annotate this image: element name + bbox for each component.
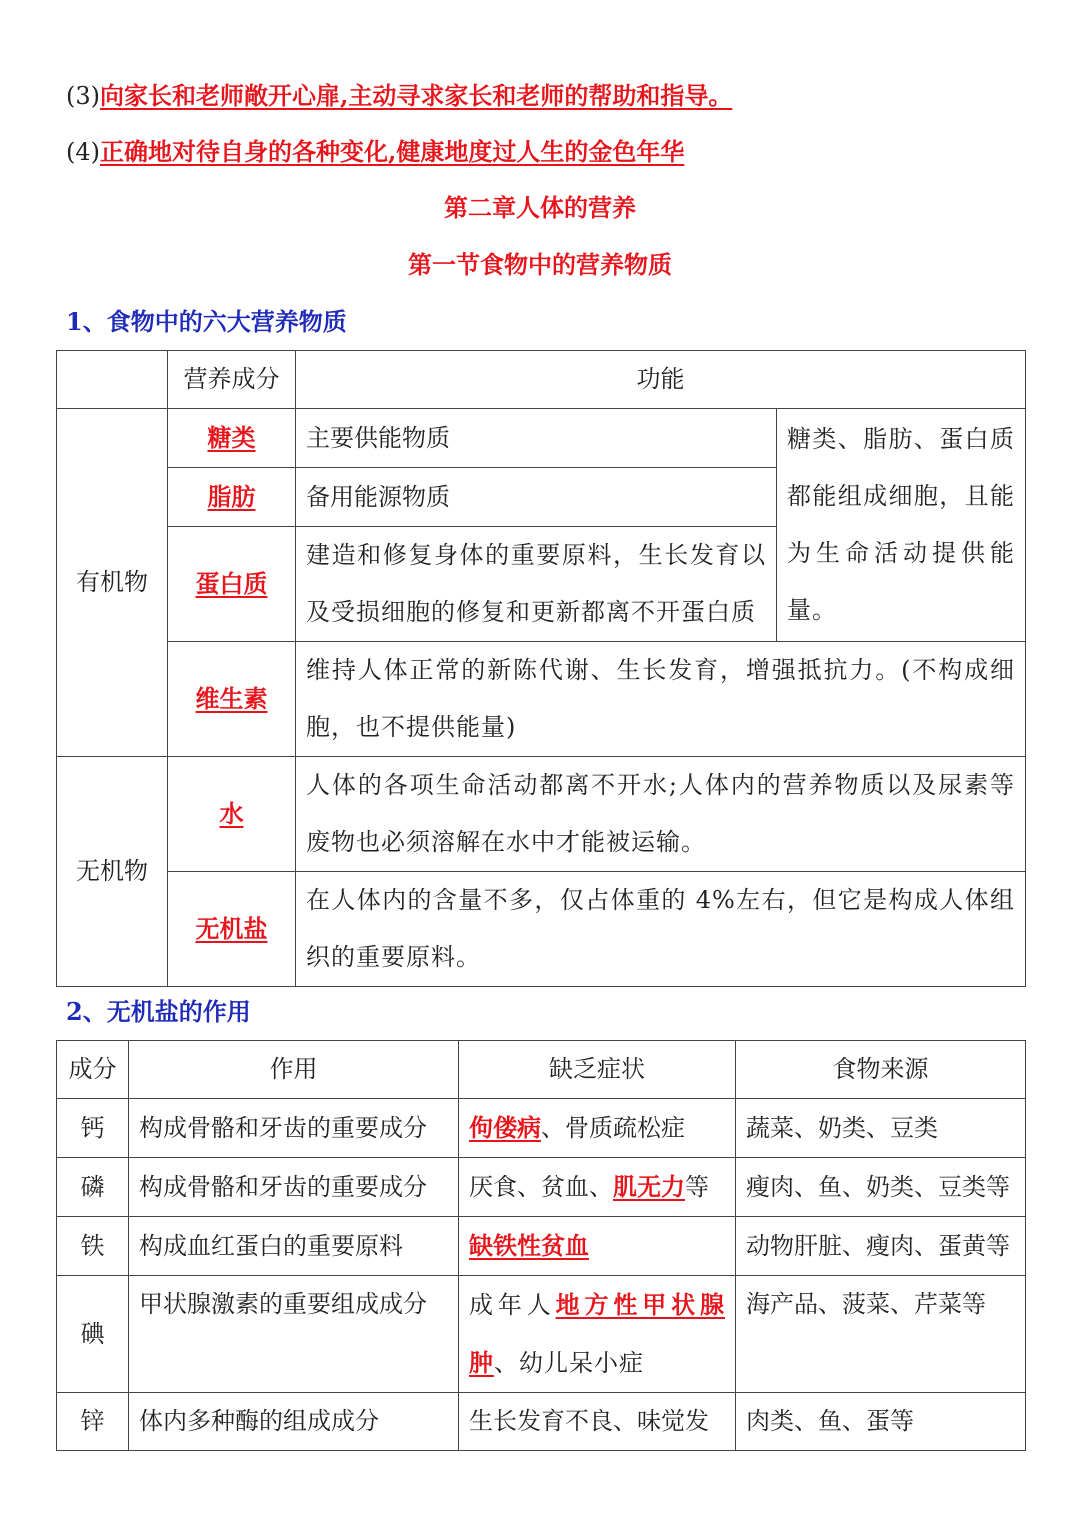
symptom-rest: 、幼儿呆小症 — [494, 1349, 644, 1377]
table-row — [57, 1158, 1026, 1217]
organic-label: 有机物 — [57, 409, 168, 757]
mineral-symptom — [459, 1158, 736, 1217]
nutrient-name: 糖类 — [207, 423, 256, 452]
mineral-role: 构成骨骼和牙齿的重要成分 — [129, 1099, 459, 1158]
mineral-symptom — [459, 1276, 736, 1393]
mineral-role: 构成血红蛋白的重要原料 — [129, 1217, 459, 1276]
item-text: 正确地对待自身的各种变化,健康地度过人生的金色年华 — [100, 137, 685, 166]
symptom-key: 佝偻病 — [469, 1113, 541, 1142]
table-row — [57, 757, 1026, 872]
header-symptom: 缺乏症状 — [459, 1041, 736, 1099]
mineral-element: 铁 — [57, 1217, 129, 1276]
symptom-key: 肌无力 — [613, 1172, 685, 1201]
header-component: 营养成分 — [168, 351, 296, 409]
table-row — [57, 872, 1026, 987]
nutrient-function: 建造和修复身体的重要原料，生长发育以及受损细胞的修复和更新都离不开蛋白质 — [296, 527, 777, 642]
mineral-symptom — [459, 1099, 736, 1158]
chapter-title: 第二章人体的营养 — [444, 193, 636, 222]
nutrient-function: 主要供能物质 — [296, 409, 777, 468]
mineral-symptom — [459, 1217, 736, 1276]
nutrient-function: 备用能源物质 — [296, 468, 777, 527]
nutrient-function: 在人体内的含量不多，仅占体重的 4%左右，但它是构成人体组织的重要原料。 — [296, 872, 1026, 987]
symptom-key: 缺铁性贫血 — [469, 1231, 589, 1260]
table-row — [57, 642, 1026, 757]
mineral-source: 海产品、菠菜、芹菜等 — [736, 1276, 1026, 1393]
table-row — [57, 1217, 1026, 1276]
table-header-row — [57, 1041, 1026, 1099]
inorganic-label: 无机物 — [57, 757, 168, 987]
item-number: (4) — [66, 138, 100, 166]
symptom-rest: 、骨质疏松症 — [541, 1114, 685, 1142]
shared-note: 糖类、脂肪、蛋白质都能组成细胞，且能为生命活动提供能量。 — [777, 409, 1026, 642]
nutrient-name: 无机盐 — [195, 914, 268, 943]
mineral-element: 钙 — [57, 1099, 129, 1158]
intro-item-3 — [66, 76, 732, 116]
header-blank — [57, 351, 168, 409]
item-text: 向家长和老师敞开心扉,主动寻求家长和老师的帮助和指导。 — [100, 81, 733, 110]
header-function: 功能 — [296, 351, 1026, 409]
symptom-key: 地方性甲状腺肿 — [469, 1290, 725, 1377]
table-row — [57, 1276, 1026, 1393]
header-source: 食物来源 — [736, 1041, 1026, 1099]
nutrient-name: 维生素 — [195, 684, 268, 713]
item-number: (3) — [66, 82, 100, 110]
symptom-rest: 等 — [685, 1173, 709, 1201]
mineral-element: 碘 — [57, 1276, 129, 1393]
table2-heading: 2、无机盐的作用 — [66, 997, 251, 1026]
mineral-element: 磷 — [57, 1158, 129, 1217]
symptom-pre: 成年人 — [469, 1291, 556, 1319]
symptom-pre: 生长发育不良、味觉发 — [469, 1407, 709, 1435]
symptom-pre: 厌食、贫血、 — [469, 1173, 613, 1201]
mineral-role: 甲状腺激素的重要组成成分 — [129, 1276, 459, 1393]
mineral-role: 构成骨骼和牙齿的重要成分 — [129, 1158, 459, 1217]
table-row — [57, 409, 1026, 468]
table-row — [57, 1099, 1026, 1158]
mineral-role: 体内多种酶的组成成分 — [129, 1393, 459, 1451]
nutrient-name: 蛋白质 — [195, 569, 268, 598]
header-role: 作用 — [129, 1041, 459, 1099]
mineral-source: 瘦肉、鱼、奶类、豆类等 — [736, 1158, 1026, 1217]
table1-heading: 1、食物中的六大营养物质 — [66, 307, 347, 336]
nutrient-function: 维持人体正常的新陈代谢、生长发育，增强抵抗力。(不构成细胞，也不提供能量) — [296, 642, 1026, 757]
section-title: 第一节食物中的营养物质 — [408, 250, 672, 279]
table-header-row — [57, 351, 1026, 409]
mineral-source: 肉类、鱼、蛋等 — [736, 1393, 1026, 1451]
mineral-symptom — [459, 1393, 736, 1451]
minerals-table — [56, 1040, 1026, 1451]
nutrients-table — [56, 350, 1026, 987]
nutrient-name: 水 — [219, 799, 244, 828]
intro-item-4 — [66, 132, 684, 172]
mineral-element: 锌 — [57, 1393, 129, 1451]
table-row — [57, 1393, 1026, 1451]
header-element: 成分 — [57, 1041, 129, 1099]
nutrient-function: 人体的各项生命活动都离不开水;人体内的营养物质以及尿素等废物也必须溶解在水中才能被运输。 — [296, 757, 1026, 872]
mineral-source: 蔬菜、奶类、豆类 — [736, 1099, 1026, 1158]
nutrient-name: 脂肪 — [207, 482, 256, 511]
mineral-source: 动物肝脏、瘦肉、蛋黄等 — [736, 1217, 1026, 1276]
